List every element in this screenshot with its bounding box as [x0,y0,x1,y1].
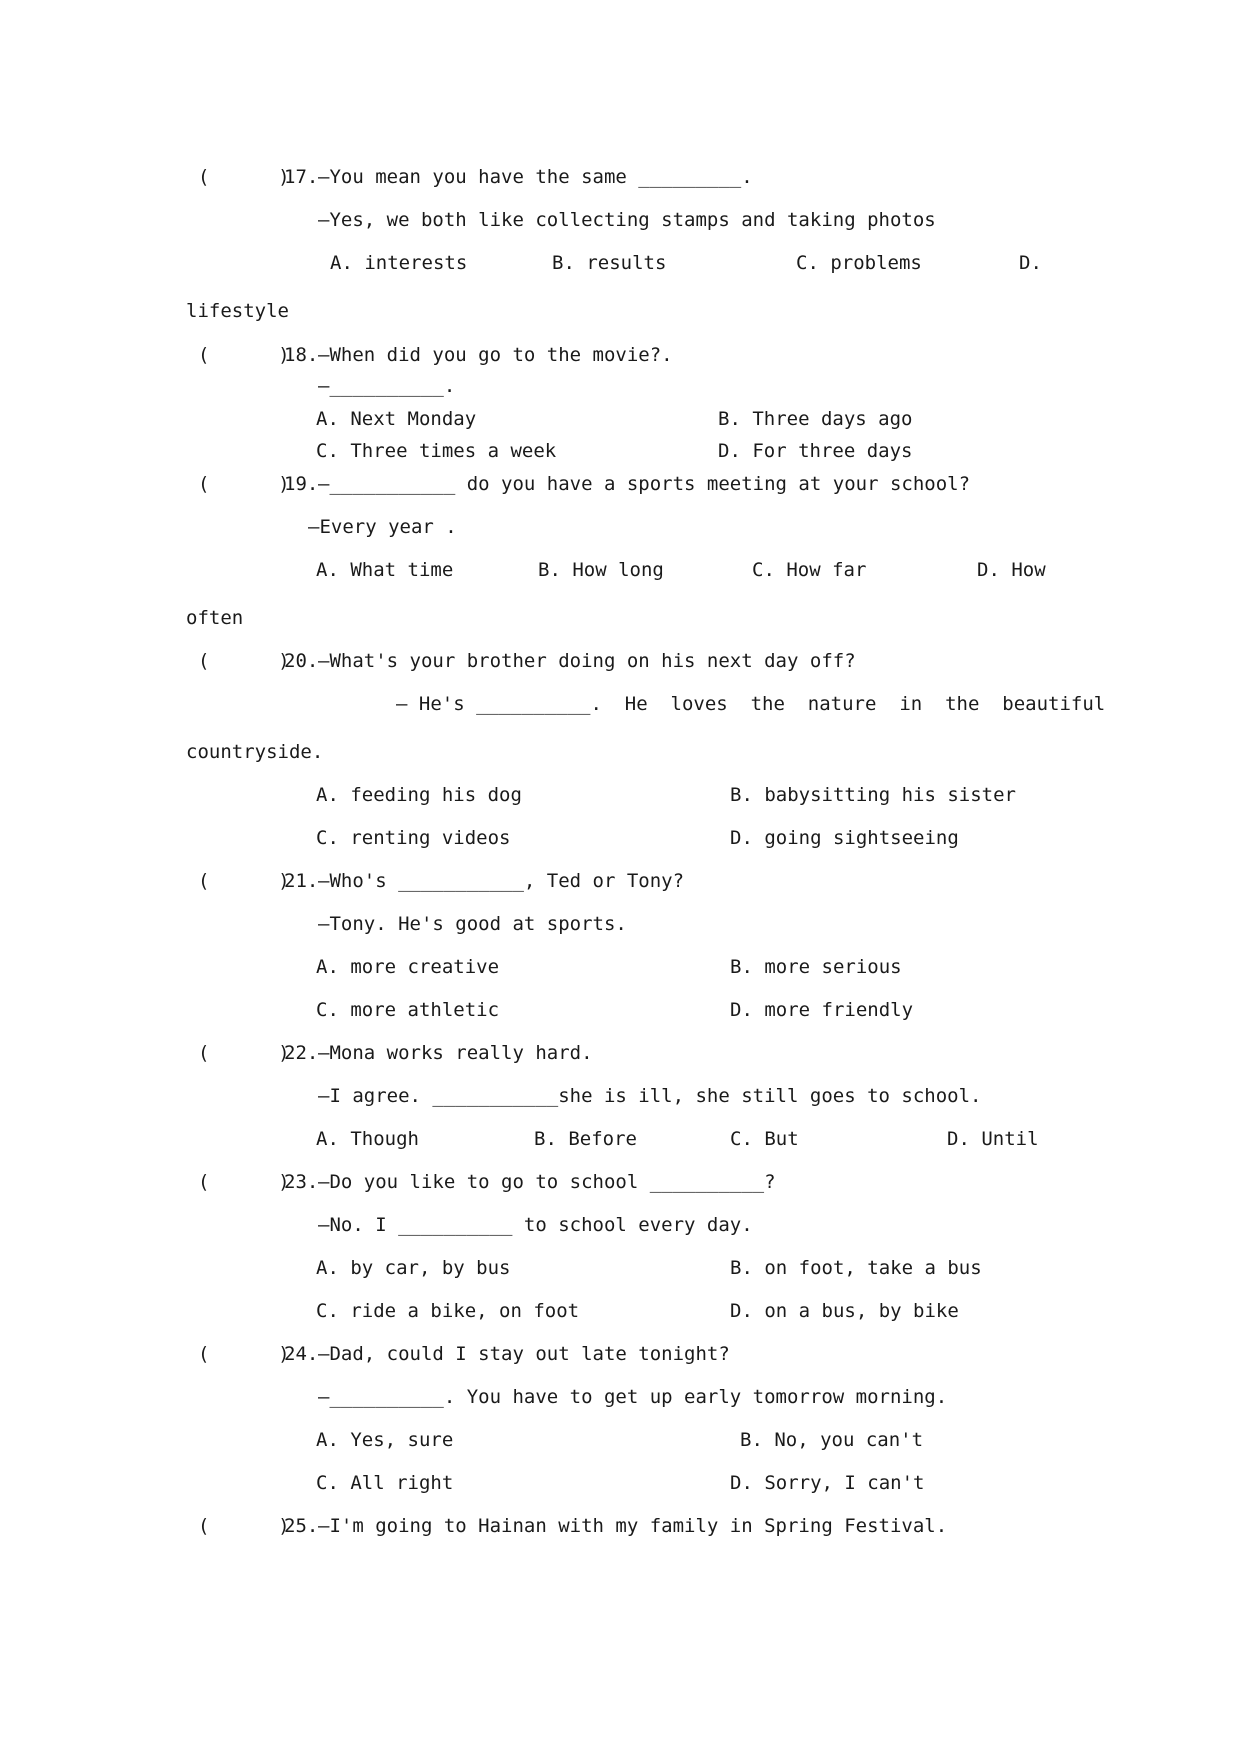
option-d: D. How [977,559,1046,581]
question-reply: —Every year . [308,516,457,538]
option-a: A. by car, by bus [316,1257,511,1279]
option-d: D. [1019,252,1042,274]
answer-blank[interactable]: ( ) [198,1042,290,1064]
question-number: 17. [284,166,319,188]
option-c: C. problems [796,252,922,274]
question-number: 23. [284,1171,319,1193]
question-stem: —What's your brother doing on his next day off? [318,650,856,672]
question-stem: —You mean you have the same _________. [318,166,753,188]
question-stem: —Mona works really hard. [318,1042,593,1064]
option-b: B. Three days ago [718,408,913,430]
answer-blank[interactable]: ( ) [198,166,290,188]
option-c: C. more athletic [316,999,500,1021]
option-d: D. more friendly [730,999,914,1021]
question-reply: —Tony. He's good at sports. [318,913,627,935]
question-reply-wrap: countryside. [186,741,324,763]
question-number: 21. [284,870,319,892]
question-stem: —I'm going to Hainan with my family in Spring Festival. [318,1515,948,1537]
question-stem: —Who's ___________, Ted or Tony? [318,870,685,892]
option-d: D. on a bus, by bike [730,1300,959,1322]
option-b: B. babysitting his sister [730,784,1016,806]
question-reply: —No. I __________ to school every day. [318,1214,753,1236]
option-c: C. Three times a week [316,440,557,462]
question-stem: —Dad, could I stay out late tonight? [318,1343,730,1365]
option-a: A. more creative [316,956,500,978]
option-d-wrap: lifestyle [186,300,289,322]
question-reply: —__________. [318,375,456,397]
question-number: 24. [284,1343,319,1365]
answer-blank[interactable]: ( ) [198,870,290,892]
option-d: D. Until [947,1128,1039,1150]
option-a: A. Though [316,1128,419,1150]
option-a: A. feeding his dog [316,784,522,806]
answer-blank[interactable]: ( ) [198,1515,290,1537]
option-a: A. Next Monday [316,408,477,430]
question-reply: —Yes, we both like collecting stamps and taking photos [318,209,936,231]
option-c: C. How far [752,559,867,581]
option-b: B. more serious [730,956,902,978]
option-b: B. results [552,252,667,274]
question-number: 19. [284,473,319,495]
option-d: D. going sightseeing [730,827,959,849]
option-d: D. Sorry, I can't [730,1472,925,1494]
answer-blank[interactable]: ( ) [198,1171,290,1193]
answer-blank[interactable]: ( ) [198,650,290,672]
option-a: A. interests [330,252,468,274]
question-number: 25. [284,1515,319,1537]
answer-blank[interactable]: ( ) [198,344,290,366]
option-c: C. But [730,1128,799,1150]
question-reply: —__________. You have to get up early tomorrow morning. [318,1386,948,1408]
question-reply: —I agree. ___________she is ill, she still goes to school. [318,1085,982,1107]
option-b: B. Before [534,1128,637,1150]
option-c: C. All right [316,1472,454,1494]
option-a: A. What time [316,559,454,581]
option-b: B. How long [538,559,664,581]
question-number: 20. [284,650,319,672]
option-d-wrap: often [186,607,244,629]
question-stem: —___________ do you have a sports meeting at your school? [318,473,971,495]
option-c: C. renting videos [316,827,511,849]
question-reply: — He's __________. He loves the nature in the beautiful [396,693,1106,715]
question-number: 22. [284,1042,319,1064]
question-stem: —When did you go to the movie?. [318,344,673,366]
option-a: A. Yes, sure [316,1429,454,1451]
question-number: 18. [284,344,319,366]
option-b: B. No, you can't [740,1429,924,1451]
option-b: B. on foot, take a bus [730,1257,982,1279]
answer-blank[interactable]: ( ) [198,1343,290,1365]
question-stem: —Do you like to go to school __________? [318,1171,776,1193]
answer-blank[interactable]: ( ) [198,473,290,495]
option-d: D. For three days [718,440,913,462]
option-c: C. ride a bike, on foot [316,1300,580,1322]
